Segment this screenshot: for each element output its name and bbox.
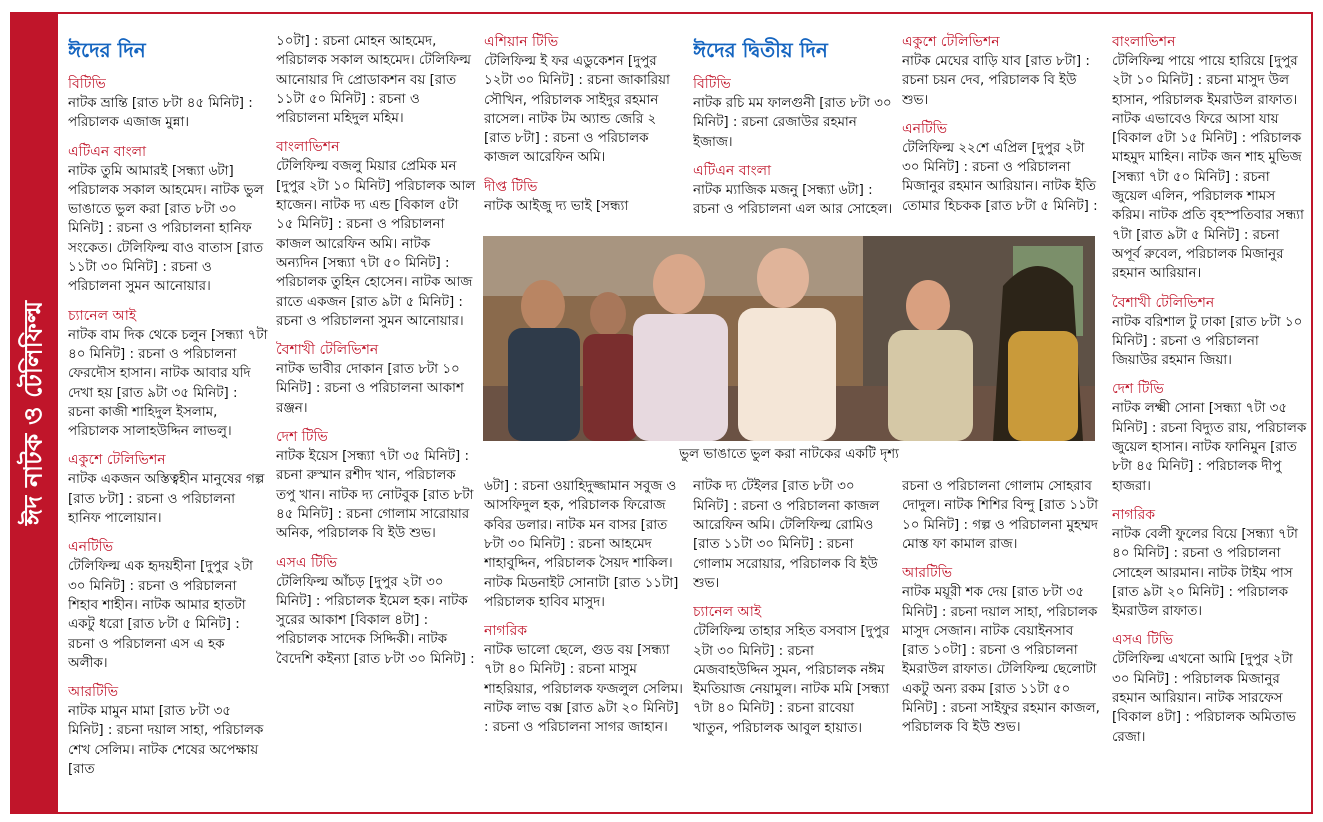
channel-name: বিটিভি: [693, 76, 731, 92]
channel-name: নাগরিক: [484, 623, 528, 640]
photo-block: [483, 236, 1095, 471]
channel-name: বৈশাখী টেলিভিশন: [1112, 294, 1215, 311]
channel-name: দীপ্ত টিভি: [484, 178, 538, 195]
program-listing: নাটক একজন অস্তিত্বহীন মানুষের গল্প [রাত ৮টা] : রচনা ও পরিচালনা হানিফ পালোয়ান।: [68, 472, 265, 527]
photo-caption: ভুল ভাঙাতে ভুল করা নাটকের একটি দৃশ্য: [679, 447, 899, 462]
channel-name: বিটিভি: [68, 76, 106, 92]
program-listing: নাটক তুমি আমারই [সন্ধ্যা ৬টা] পরিচালক সকাল আহমেদ। নাটক ভুল ভাঙাতে ভুল করা [রাত ৮টা ৩০ মিনিট] : রচনা ও পরিচালনা হানিফ সংকেত। টেলিফিল্ম বাও বাতাস [রাত ১১টা ৩০ মিনিট] : রচনা ও পরিচালনা সুমন আনোয়ার।: [68, 163, 264, 295]
after-photo-listings: [902, 477, 1102, 738]
program-listing: নাটক ইয়েস [সন্ধ্যা ৭টা ৩৫ মিনিট] : রচনা রুস্মান রশীদ খান, পরিচালক তপু খান। নাটক দ্য নোটবুক [রাত ৮টা ৪৫ মিনিট] : রচনা গোলাম সারোয়ার অনিক, পরিচালক বি ইউ শুভ।: [276, 449, 474, 542]
program-listing: টেলিফিল্ম তাহার সহিত বসবাস [দুপুর ২টা ৩০ মিনিট] : রচনা মেজবাহউদ্দিন সুমন, পরিচালক নঈম ইমতিয়াজ নেয়ামুল। নাটক মমি [সন্ধ্যা ৭টা ৪০ মিনিট] : রচনা রাবেয়া খাতুন, পরিচালক আবুল হায়াত।: [693, 624, 890, 736]
program-listing: টেলিফিল্ম বজলু মিয়ার প্রেমিক মন [দুপুর ২টা ১০ মিনিট] পরিচালক আল হাজেন। নাটক দ্য এন্ড [বিকাল ৫টা ১৫ মিনিট] : রচনা ও পরিচালনা কাজল আরেফিন অমি। নাটক অন্যদিন [সন্ধ্যা ৭টা ৫০ মিনিট] : পরিচালক তুহিন হোসেন। নাটক আজ রাতে একজন [রাত ৯টা ৫ মিনিট] : রচনা ও পরিচালনা সুমন আনোয়ার।: [276, 159, 476, 329]
program-listing: টেলিফিল্ম ই ফর এডুকেশন [দুপুর ১২টা ৩০ মিনিট] : রচনা জাকারিয়া সৌখিন, পরিচালক সাইদুর রহমান রাসেল। নাটক টম অ্যান্ড জেরি ২ [রাত ৮টা] : রচনা ও পরিচালক কাজল আরেফিন অমি।: [484, 54, 670, 166]
section-title: ঈদ নাটক ও টেলিফিল্ম: [18, 300, 48, 526]
program-listing: নাটক ময়ূরী শক দেয় [রাত ৮টা ৩৫ মিনিট] : রচনা দয়াল সাহা, পরিচালক মাসুদ সেজান। নাটক বেয়াইনসাব [রাত ১০টা] : রচনা ও পরিচালনা ইমরাউল রাফাত। টেলিফিল্ম ছেলোটা একটু অন্য রকম [রাত ১১টা ৫০ মিনিট] : রচনা সাইফুর রহমান কাজল, পরিচালক বি ইউ শুভ।: [902, 585, 1100, 736]
channel-name: দেশ টিভি: [1112, 381, 1164, 398]
channel-name: এসএ টিভি: [276, 554, 338, 571]
channel-name: এশিয়ান টিভি: [484, 34, 559, 50]
page-frame: [10, 12, 1313, 814]
channel-name: একুশে টেলিভিশন: [68, 452, 166, 469]
program-listing: নাটক রচি মম ফালগুনী [রাত ৮টা ৩০ মিনিট] : রচনা রেজাউর রহমান ইজাজ।: [693, 96, 892, 150]
channel-name: এটিএন বাংলা: [693, 162, 772, 179]
program-listing: ১০টা] : রচনা মোহন আহমেদ, পরিচালক সকাল আহমেদ। টেলিফিল্ম আনোয়ার দি প্রোডাকশন বয় [রাত ১১টা ৫০ মিনিট] : রচনা ও পরিচালনা মহিদুল মহিম।: [276, 34, 471, 127]
channel-name: চ্যানেল আই: [693, 604, 762, 621]
program-listing: নাটক ভালো ছেলে, গুড বয় [সন্ধ্যা ৭টা ৪০ মিনিট] : রচনা মাসুম শাহরিয়ার, পরিচালক ফজলুল সেলিম। নাটক লাভ বক্স [রাত ৯টা ২০ মিনিট] : রচনা ও পরিচালনা সাগর জাহান।: [484, 643, 683, 736]
program-listing: নাটক ভাবীর দোকান [রাত ৮টা ১০ মিনিট] : রচনা ও পরিচালনা আকাশ রঞ্জন।: [276, 362, 464, 416]
program-listing: টেলিফিল্ম পায়ে পায়ে হারিয়ে [দুপুর ২টা ১০ মিনিট] : রচনা মাসুদ উল হাসান, পরিচালক ইমরাউল রাফাত। নাটক এভাবেও ফিরে আসা যায় [বিকাল ৫টা ১৫ মিনিট] : পরিচালক মাহমুদ মাহিন। নাটক জন শাহ মুভিজ [সন্ধ্যা ৭টা ৫০ মিনিট] : রচনা জুয়েল এলিন, পরিচালক শামস করিম। নাটক প্রতি বৃহস্পতিবার সন্ধ্যা ৭টা [রাত ৯টা ৫ মিনিট] : রচনা অপূর্ব রুবেল, পরিচালক মিজানুর রহমান আরিয়ান।: [1112, 54, 1304, 282]
channel-name: বাংলাভিশন: [1112, 34, 1176, 50]
after-photo-listings: [693, 477, 893, 738]
program-listing: টেলিফিল্ম এখনো আমি [দুপুর ২টা ৩০ মিনিট] : পরিচালক মিজানুর রহমান আরিয়ান। নাটক সারফেস [বিকাল ৪টা] : পরিচালক অমিতাভ রেজা।: [1112, 652, 1296, 745]
program-listing: নাটক বাম দিক থেকে চলুন [সন্ধ্যা ৭টা ৪০ মিনিট] : রচনা ও পরিচালনা ফেরদৌস হাসান। নাটক আবার যদি দেখা হয় [রাত ৯টা ৩৫ মিনিট] : রচনা কাজী শাহিদুল ইসলাম, পরিচালক সালাহউদ্দিন লাভলু।: [68, 327, 268, 440]
section-sidebar: [12, 14, 58, 812]
channel-name: বাংলাভিশন: [276, 139, 340, 156]
day-heading: ঈদের দ্বিতীয় দিন: [693, 38, 828, 62]
program-listing: নাটক বেলী ফুলের বিয়ে [সন্ধ্যা ৭টা ৪০ মিনিট] : রচনা ও পরিচালনা সোহেল আরমান। নাটক টাইম পাস [রাত ৯টা ২০ মিনিট] : পরিচালক ইমরাউল রাফাত।: [1112, 526, 1298, 620]
program-listing: নাটক আইজু দ্য ভাই [সন্ধ্যা: [484, 198, 629, 214]
program-listing: টেলিফিল্ম এক হৃদয়হীনা [দুপুর ২টা ৩০ মিনিট] : রচনা ও পরিচালনা শিহাব শাহীন। নাটক আমার হাতটা একটু ধরো [রাত ৮টা ৫ মিনিট] : রচনা ও পরিচালনা এস এ হক অলীক।: [68, 559, 253, 671]
program-listing: টেলিফিল্ম আঁচড় [দুপুর ২টা ৩০ মিনিট] : পরিচালক ইমেল হক। নাটক সুরের আকাশ [বিকাল ৪টা] : পরিচালক সাদেক সিদ্দিকী। নাটক বৈদেশি কইন্যা [রাত ৮টা ৩০ মিনিট] :: [276, 574, 475, 667]
channel-name: একুশে টেলিভিশন: [902, 34, 1000, 50]
listing-column-2: [276, 32, 476, 812]
day-heading: ঈদের দিন: [68, 38, 146, 62]
channel-name: আরটিভি: [902, 565, 953, 582]
channel-name: এটিএন বাংলা: [68, 143, 147, 160]
program-listing: নাটক ভ্রান্তি [রাত ৮টা ৪৫ মিনিট] : পরিচালক এজাজ মুন্না।: [68, 96, 253, 131]
listing-column-6: [1112, 32, 1307, 812]
channel-name: এসএ টিভি: [1112, 632, 1174, 649]
channel-name: এনটিভি: [68, 539, 114, 556]
drama-scene-photo: [483, 236, 1095, 441]
program-listing: নাটক বরিশাল টু ঢাকা [রাত ৮টা ১০ মিনিট] : রচনা ও পরিচালনা জিয়াউর রহমান জিয়া।: [1112, 314, 1303, 369]
channel-name: এনটিভি: [902, 120, 948, 137]
program-listing: নাটক লক্ষ্মী সোনা [সন্ধ্যা ৭টা ৩৫ মিনিট] : রচনা বিদ্যুত রায়, পরিচালক জুয়েল হাসান। নাটক ফানিমুন [রাত ৮টা ৪৫ মিনিট] : পরিচালক দীপু হাজরা।: [1112, 401, 1307, 494]
listing-column-1: [68, 32, 268, 812]
channel-name: আরটিভি: [68, 684, 119, 701]
program-listing: রচনা ও পরিচালনা গোলাম সোহরাব দোদুল। নাটক শিশির বিন্দু [রাত ১১টা ১০ মিনিট] : গল্প ও পরিচালনা মুহম্মদ মোস্ত ফা কামাল রাজ।: [902, 479, 1098, 552]
channel-name: চ্যানেল আই: [68, 307, 137, 324]
after-photo-listings: [484, 477, 684, 738]
channel-name: দেশ টিভি: [276, 429, 328, 446]
program-listing: নাটক মেঘের বাড়ি যাব [রাত ৮টা] : রচনা চয়ন দেব, পরিচালক বি ইউ শুভ।: [902, 54, 1090, 108]
program-listing: নাটক ম্যাজিক মজনু [সন্ধ্যা ৬টা] : রচনা ও পরিচালনা এল আর সোহেল।: [693, 182, 893, 218]
program-listing: টেলিফিল্ম ২২শে এপ্রিল [দুপুর ২টা ৩০ মিনিট] : রচনা ও পরিচালনা মিজানুর রহমান আরিয়ান। নাটক ইতি তোমার হিচকক [রাত ৮টা ৫ মিনিট] :: [902, 140, 1098, 214]
program-listing: ৬টা] : রচনা ওয়াহিদুজ্জামান সবুজ ও আসফিদুল হক, পরিচালক ফিরোজ কবির ডলার। নাটক মন বাসর [রাত ৮টা ৩০ মিনিট] : রচনা আহমেদ শাহাবুদ্দিন, পরিচালক সৈয়দ শাকিল। নাটক মিডনাইট সোনাটা [রাত ১১টা] পরিচালক হাবিব মাসুদ।: [484, 479, 679, 610]
channel-name: বৈশাখী টেলিভিশন: [276, 342, 379, 359]
program-listing: নাটক মামুন মামা [রাত ৮টা ৩৫ মিনিট] : রচনা দয়াল সাহা, পরিচালক শেখ সেলিম। নাটক শেষের অপেক্ষায় [রাত: [68, 704, 264, 778]
program-listing: নাটক দ্য টেইলর [রাত ৮টা ৩০ মিনিট] : রচনা ও পরিচালনা কাজল আরেফিন অমি। টেলিফিল্ম রোমিও [রাত ১১টা ৩০ মিনিট] : রচনা গোলাম সরোয়ার, পরিচালক বি ইউ শুভ।: [693, 479, 880, 591]
channel-name: নাগরিক: [1112, 506, 1156, 523]
